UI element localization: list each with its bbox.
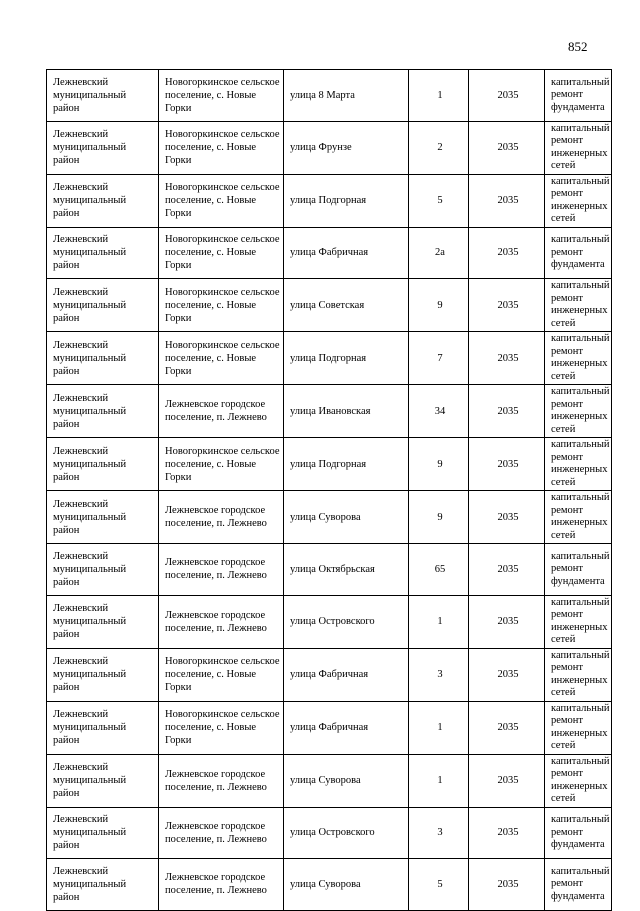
year-cell: 2035 [469, 70, 545, 122]
house-number-cell: 34 [409, 385, 469, 438]
settlement-cell: Новогоркинское сельское поселение, с. Новые Горки [159, 174, 284, 227]
table-row [47, 859, 612, 911]
work-type-cell: капитальный ремонт фундамента [545, 859, 612, 911]
district-cell: Лежневский муниципальный район [47, 121, 159, 174]
district-cell: Лежневский муниципальный район [47, 859, 159, 911]
year-cell: 2035 [469, 859, 545, 911]
house-number-cell: 9 [409, 279, 469, 332]
table-row [47, 544, 612, 596]
table-row [47, 332, 612, 385]
street-cell: улица Фабричная [284, 701, 409, 754]
house-number-cell: 2 [409, 121, 469, 174]
house-number-cell: 1 [409, 701, 469, 754]
street-cell: улица 8 Марта [284, 70, 409, 122]
settlement-cell: Новогоркинское сельское поселение, с. Новые Горки [159, 332, 284, 385]
table-row [47, 174, 612, 227]
house-number-cell: 3 [409, 807, 469, 859]
house-number-cell: 9 [409, 491, 469, 544]
work-type-cell: капитальный ремонт инженерных сетей [545, 595, 612, 648]
house-number-cell: 9 [409, 438, 469, 491]
work-type-cell: капитальный ремонт инженерных сетей [545, 279, 612, 332]
settlement-cell: Лежневское городское поселение, п. Лежнево [159, 595, 284, 648]
table-body [47, 70, 612, 911]
year-cell: 2035 [469, 491, 545, 544]
work-type-cell: капитальный ремонт инженерных сетей [545, 332, 612, 385]
street-cell: улица Советская [284, 279, 409, 332]
work-type-cell: капитальный ремонт инженерных сетей [545, 701, 612, 754]
table-row [47, 701, 612, 754]
settlement-cell: Лежневское городское поселение, п. Лежнево [159, 491, 284, 544]
settlement-cell: Новогоркинское сельское поселение, с. Новые Горки [159, 227, 284, 279]
district-cell: Лежневский муниципальный район [47, 701, 159, 754]
work-type-cell: капитальный ремонт фундамента [545, 544, 612, 596]
district-cell: Лежневский муниципальный район [47, 544, 159, 596]
house-number-cell: 5 [409, 859, 469, 911]
district-cell: Лежневский муниципальный район [47, 491, 159, 544]
district-cell: Лежневский муниципальный район [47, 227, 159, 279]
year-cell: 2035 [469, 544, 545, 596]
district-cell: Лежневский муниципальный район [47, 807, 159, 859]
settlement-cell: Лежневское городское поселение, п. Лежнево [159, 385, 284, 438]
house-number-cell: 5 [409, 174, 469, 227]
house-number-cell: 1 [409, 754, 469, 807]
district-cell: Лежневский муниципальный район [47, 174, 159, 227]
house-number-cell: 65 [409, 544, 469, 596]
street-cell: улица Ивановская [284, 385, 409, 438]
housing-repair-table [46, 69, 612, 911]
year-cell: 2035 [469, 121, 545, 174]
house-number-cell: 7 [409, 332, 469, 385]
table-row [47, 70, 612, 122]
table-row [47, 754, 612, 807]
table-row [47, 121, 612, 174]
house-number-cell: 1 [409, 70, 469, 122]
district-cell: Лежневский муниципальный район [47, 754, 159, 807]
settlement-cell: Лежневское городское поселение, п. Лежнево [159, 807, 284, 859]
table-row [47, 438, 612, 491]
street-cell: улица Подгорная [284, 438, 409, 491]
table-row [47, 648, 612, 701]
year-cell: 2035 [469, 174, 545, 227]
street-cell: улица Фабричная [284, 648, 409, 701]
settlement-cell: Новогоркинское сельское поселение, с. Новые Горки [159, 279, 284, 332]
district-cell: Лежневский муниципальный район [47, 595, 159, 648]
year-cell: 2035 [469, 595, 545, 648]
district-cell: Лежневский муниципальный район [47, 438, 159, 491]
table-row [47, 279, 612, 332]
work-type-cell: капитальный ремонт инженерных сетей [545, 174, 612, 227]
settlement-cell: Новогоркинское сельское поселение, с. Новые Горки [159, 121, 284, 174]
street-cell: улица Подгорная [284, 174, 409, 227]
year-cell: 2035 [469, 332, 545, 385]
street-cell: улица Островского [284, 595, 409, 648]
work-type-cell: капитальный ремонт инженерных сетей [545, 438, 612, 491]
work-type-cell: капитальный ремонт инженерных сетей [545, 385, 612, 438]
street-cell: улица Суворова [284, 859, 409, 911]
year-cell: 2035 [469, 385, 545, 438]
district-cell: Лежневский муниципальный район [47, 332, 159, 385]
district-cell: Лежневский муниципальный район [47, 279, 159, 332]
district-cell: Лежневский муниципальный район [47, 70, 159, 122]
settlement-cell: Лежневское городское поселение, п. Лежнево [159, 544, 284, 596]
street-cell: улица Фабричная [284, 227, 409, 279]
year-cell: 2035 [469, 438, 545, 491]
house-number-cell: 1 [409, 595, 469, 648]
table-row [47, 595, 612, 648]
street-cell: улица Суворова [284, 491, 409, 544]
year-cell: 2035 [469, 279, 545, 332]
work-type-cell: капитальный ремонт инженерных сетей [545, 648, 612, 701]
table-row [47, 385, 612, 438]
work-type-cell: капитальный ремонт инженерных сетей [545, 491, 612, 544]
settlement-cell: Новогоркинское сельское поселение, с. Новые Горки [159, 70, 284, 122]
year-cell: 2035 [469, 807, 545, 859]
page-number: 852 [568, 39, 588, 54]
settlement-cell: Новогоркинское сельское поселение, с. Новые Горки [159, 438, 284, 491]
year-cell: 2035 [469, 754, 545, 807]
work-type-cell: капитальный ремонт инженерных сетей [545, 754, 612, 807]
work-type-cell: капитальный ремонт фундамента [545, 70, 612, 122]
settlement-cell: Новогоркинское сельское поселение, с. Новые Горки [159, 648, 284, 701]
street-cell: улица Подгорная [284, 332, 409, 385]
settlement-cell: Новогоркинское сельское поселение, с. Новые Горки [159, 701, 284, 754]
table-row [47, 227, 612, 279]
work-type-cell: капитальный ремонт инженерных сетей [545, 121, 612, 174]
year-cell: 2035 [469, 648, 545, 701]
table-row [47, 807, 612, 859]
year-cell: 2035 [469, 227, 545, 279]
work-type-cell: капитальный ремонт фундамента [545, 807, 612, 859]
district-cell: Лежневский муниципальный район [47, 648, 159, 701]
street-cell: улица Островского [284, 807, 409, 859]
year-cell: 2035 [469, 701, 545, 754]
street-cell: улица Суворова [284, 754, 409, 807]
district-cell: Лежневский муниципальный район [47, 385, 159, 438]
house-number-cell: 2а [409, 227, 469, 279]
work-type-cell: капитальный ремонт фундамента [545, 227, 612, 279]
settlement-cell: Лежневское городское поселение, п. Лежнево [159, 859, 284, 911]
settlement-cell: Лежневское городское поселение, п. Лежнево [159, 754, 284, 807]
street-cell: улица Фрунзе [284, 121, 409, 174]
table-row [47, 491, 612, 544]
house-number-cell: 3 [409, 648, 469, 701]
street-cell: улица Октябрьская [284, 544, 409, 596]
